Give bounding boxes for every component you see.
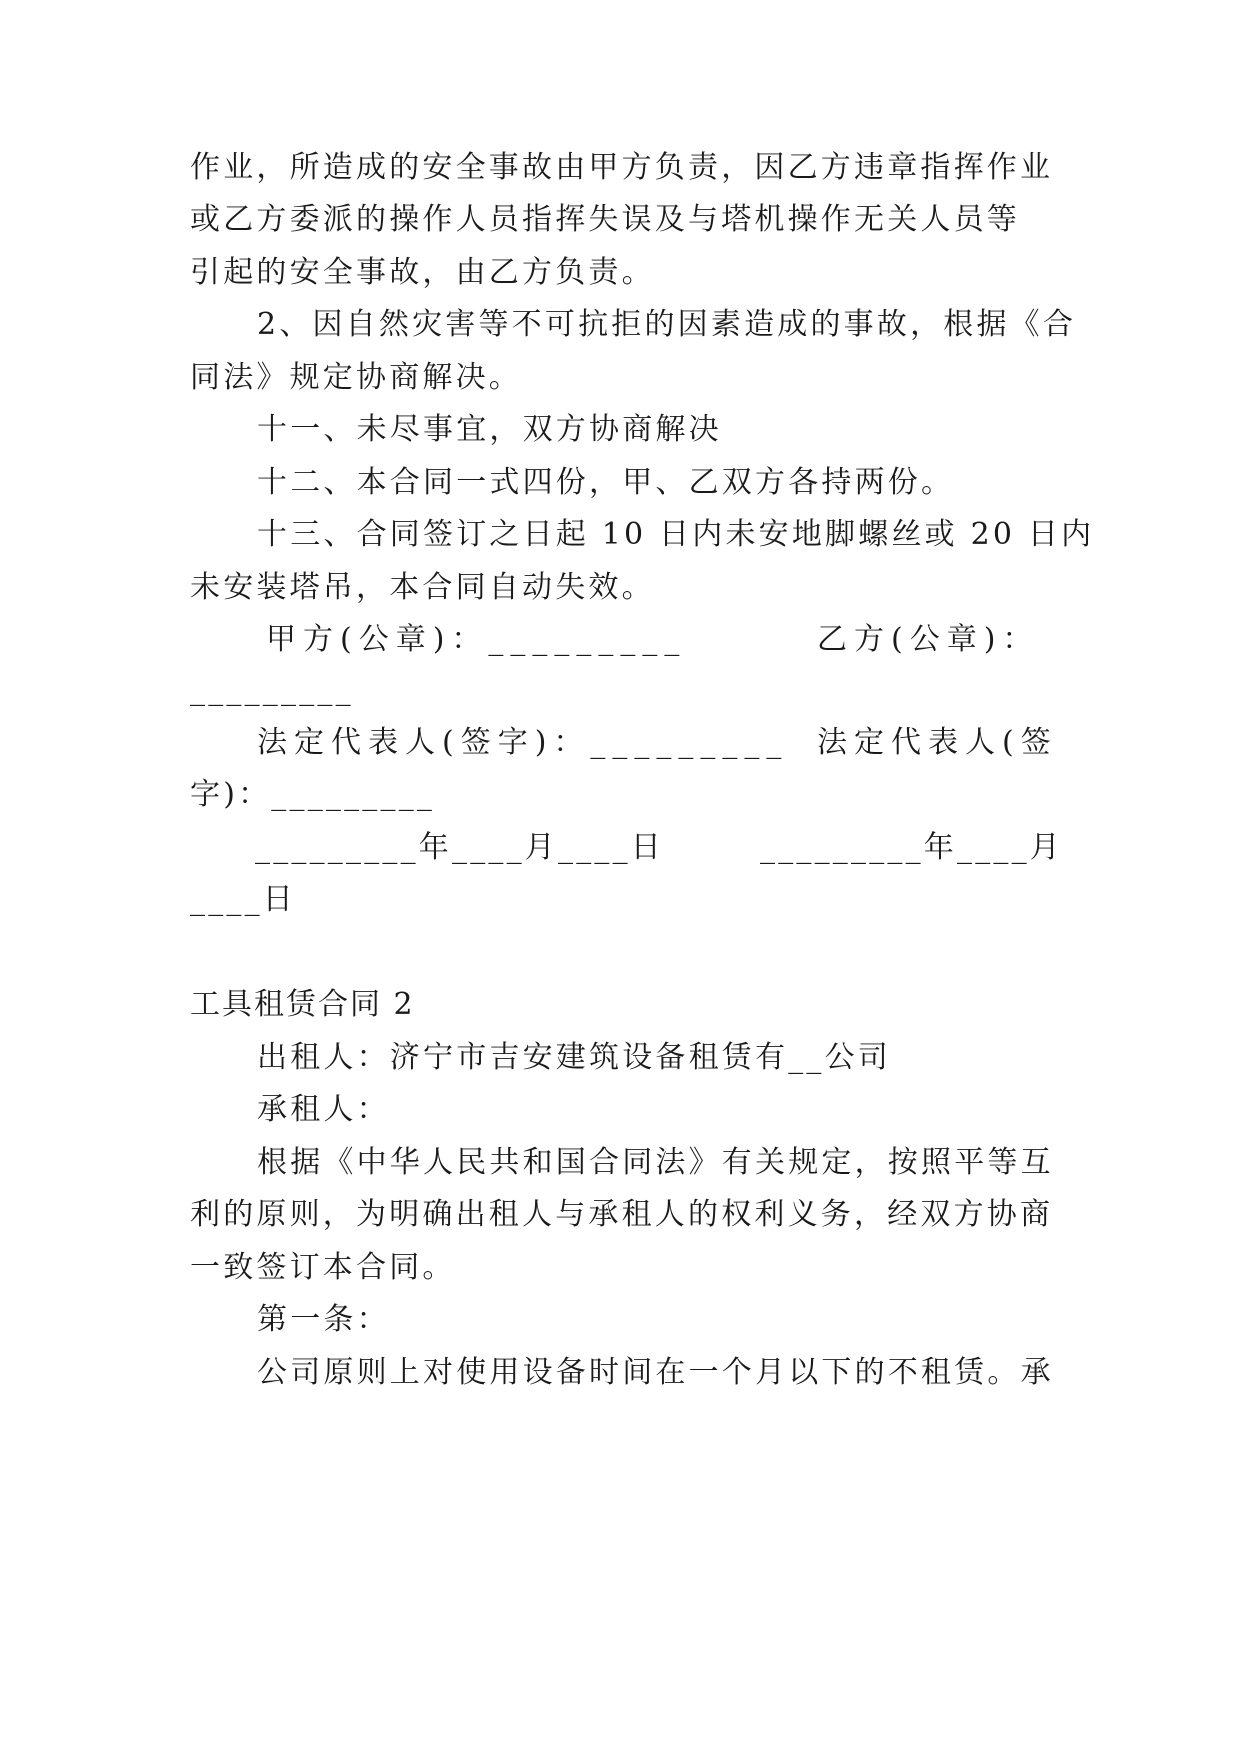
paragraph-line: 作业，所造成的安全事故由甲方负责，因乙方违章指挥作业 xyxy=(190,150,1054,185)
paragraph-line: 引起的安全事故，由乙方负责。 xyxy=(190,255,655,290)
paragraph-line: 未安装塔吊，本合同自动失效。 xyxy=(190,570,655,605)
clause-13: 十三、合同签订之日起 10 日内未安地脚螺丝或 20 日内 xyxy=(257,517,1095,552)
paragraph-line: 利的原则，为明确出租人与承租人的权利义务，经双方协商 xyxy=(190,1197,1054,1232)
paragraph-line: 同法》规定协商解决。 xyxy=(190,360,522,395)
paragraph-line: 或乙方委派的操作人员指挥失误及与塔机操作无关人员等 xyxy=(190,202,1020,237)
party-b-seal-blank: _________ xyxy=(190,672,354,707)
party-a-date: _________年____月____日 xyxy=(255,830,664,865)
party-b-date-cont: ____日 xyxy=(190,882,296,917)
lessor-line: 出租人：济宁市吉安建筑设备租赁有__公司 xyxy=(257,1040,891,1075)
paragraph-line: 一致签订本合同。 xyxy=(190,1250,456,1285)
paragraph-line: 2、因自然灾害等不可抗拒的因素造成的事故，根据《合 xyxy=(257,307,1077,342)
party-b-representative-cont: 字)：_________ xyxy=(190,777,436,812)
party-a-seal: 甲方(公章)：_________ xyxy=(266,622,687,657)
article-heading: 第一条： xyxy=(257,1302,390,1337)
clause-12: 十二、本合同一式四份，甲、乙双方各持两份。 xyxy=(257,465,955,500)
party-b-representative: 法定代表人(签 xyxy=(817,725,1058,760)
party-a-representative: 法定代表人(签字)：_________ xyxy=(257,725,789,760)
party-b-seal: 乙方(公章)： xyxy=(817,622,1040,657)
clause-11: 十一、未尽事宜，双方协商解决 xyxy=(257,412,722,447)
lessee-line: 承租人： xyxy=(257,1092,390,1127)
paragraph-line: 根据《中华人民共和国合同法》有关规定，按照平等互 xyxy=(257,1145,1054,1180)
section-title: 工具租赁合同 2 xyxy=(190,987,415,1022)
paragraph-line: 公司原则上对使用设备时间在一个月以下的不租赁。承 xyxy=(257,1355,1054,1390)
party-b-date: _________年____月 xyxy=(760,830,1063,865)
